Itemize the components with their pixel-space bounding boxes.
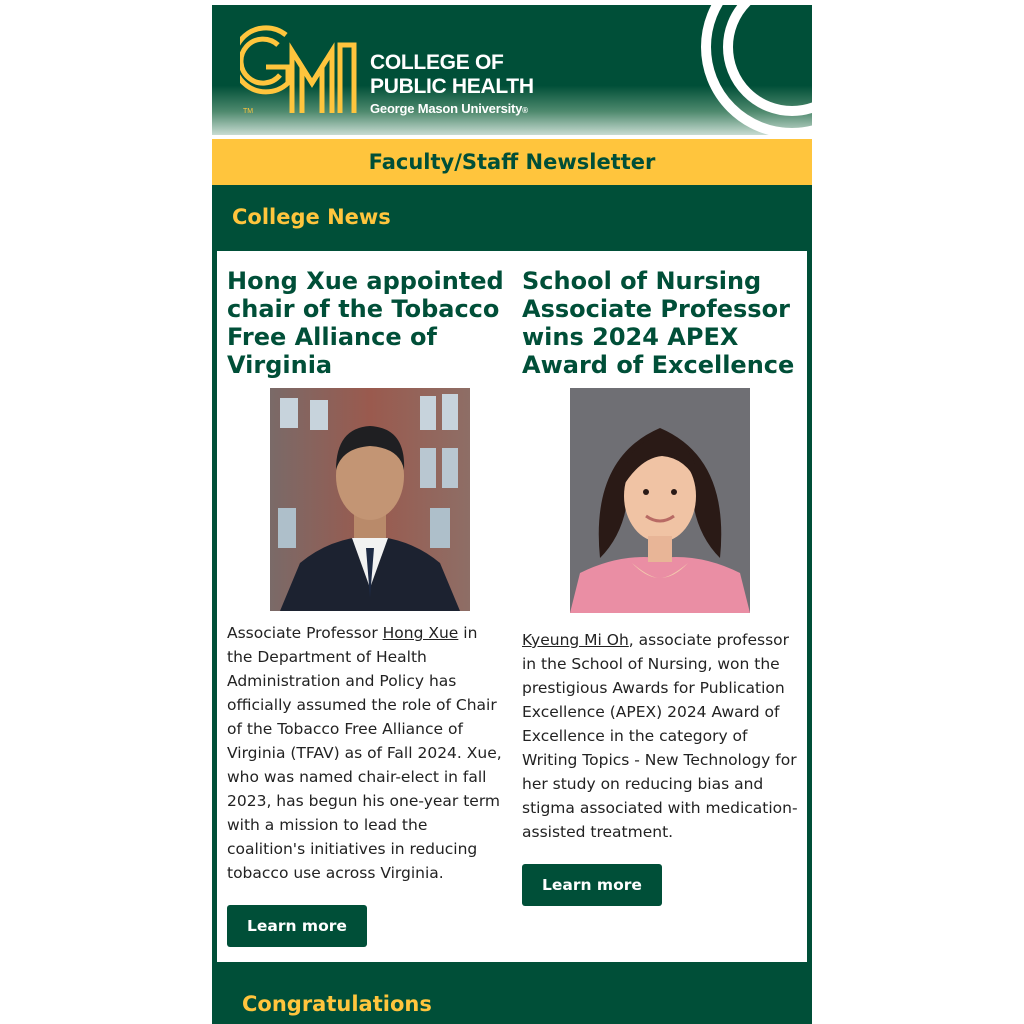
registered-mark: ® [522,106,528,115]
section-title: College News [232,205,391,229]
logo-line-college: COLLEGE OF [370,51,504,74]
article-body [227,621,507,885]
logo-line-public-health: PUBLIC HEALTH [370,75,534,98]
body-text: , associate professor in the School of Nursing, won the prestigious Awards for Publication Excellence (APEX) 2024 Award of Excellence in the category of Writing Topics - New Technology for her study on reducing bias and stigma associated with medication-assisted treatment. [522,631,798,841]
gm-logo-icon[interactable] [240,23,358,117]
learn-more-button[interactable]: Learn more [522,864,662,906]
article-headline[interactable]: School of Nursing Associate Professor wins 2024 APEX Award of Excellence [522,267,795,379]
university-name: George Mason University [370,101,523,116]
congratulations-heading: Congratulations [242,992,432,1016]
article-body [522,628,802,844]
article-headline[interactable]: Hong Xue appointed chair of the Tobacco Free Alliance of Virginia [227,267,504,379]
college-news-section [212,185,812,1024]
body-prefix: Associate Professor [227,624,383,642]
hong-xue-photo [270,388,470,611]
newsletter-title: Faculty/Staff Newsletter [212,139,812,185]
body-text: in the Department of Health Administration and Policy has officially assumed the role of Chair of the Tobacco Free Alliance of Virginia (TFAV) as of Fall 2024. Xue, who was named chair-elect in fall 2023, has begun his one-year term with a mission to lead the coalition's initiatives in reducing tobacco use across Virginia. [227,624,502,882]
trademark-mark: TM [243,108,254,115]
header-banner [212,5,812,135]
hong-xue-link[interactable]: Hong Xue [382,624,459,642]
logo-line-university [370,100,534,120]
newsletter [212,5,812,1024]
decorative-rings-icon [682,5,812,135]
news-card [217,251,807,962]
kyeung-mi-oh-photo [570,388,750,613]
logo-text [370,51,534,120]
kyeung-mi-oh-link[interactable]: Kyeung Mi Oh [522,631,629,649]
learn-more-button[interactable]: Learn more [227,905,367,947]
